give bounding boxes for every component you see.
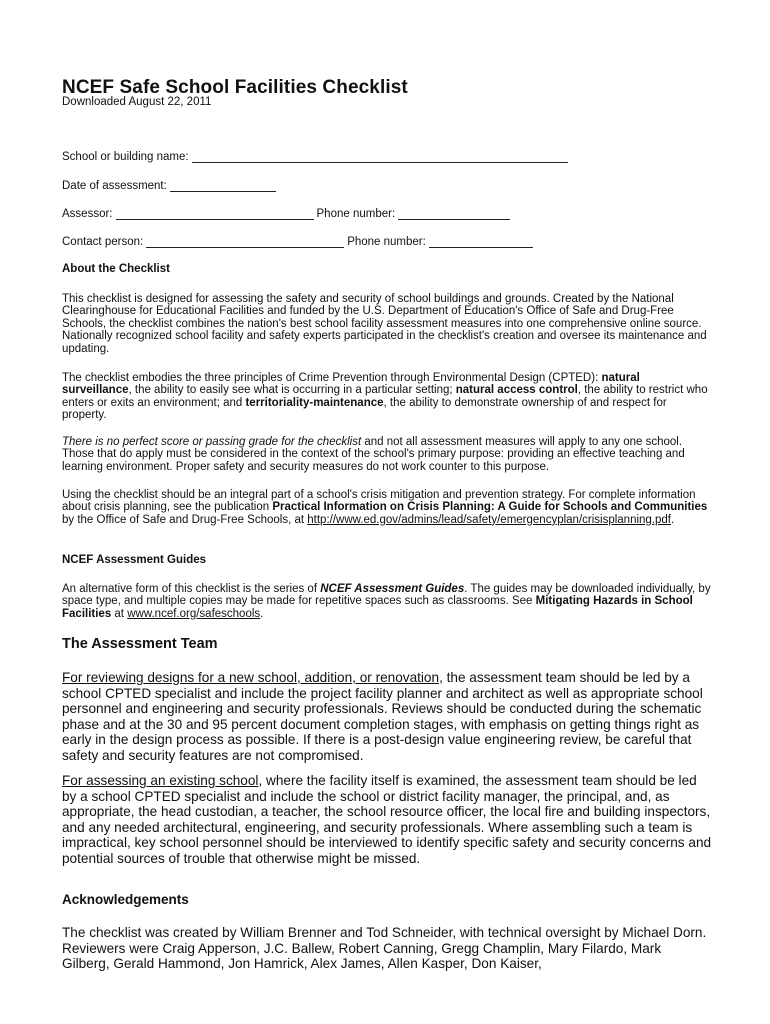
about-paragraph-2: The checklist embodies the three principles of Crime Prevention through Environmental Design (CPTED): natural surveillance, the ability to easily see what is occurring in a particular setting; natural access control, the ability to restrict who enters or exits an environment; and territoriality-maintenance, the ability to demonstrate ownership of and respect for property. <box>62 372 708 422</box>
contact-person-field <box>62 236 536 248</box>
about-paragraph-3: There is no perfect score or passing grade for the checklist and not all assessment measures will apply to any one school. Those that do apply must be considered in the context of the school's primary purpose: providing an effective teaching and learning environment. Proper safety and security measures do not work counter to this purpose. <box>62 436 685 473</box>
phone-line[interactable] <box>398 208 510 220</box>
team-heading: The Assessment Team <box>62 636 218 652</box>
assessor-label: Assessor: <box>62 208 113 220</box>
page-title: NCEF Safe School Facilities Checklist <box>62 77 408 98</box>
assessor-field <box>62 208 513 220</box>
guides-paragraph: An alternative form of this checklist is the series of NCEF Assessment Guides. The guides may be downloaded individually, by space type, and multiple copies may be made for repetitive spaces such as classrooms. See Mitigating Hazards in School Facilities at www.ncef.org/safeschools. <box>62 583 711 620</box>
contact-person-line[interactable] <box>146 236 344 248</box>
download-date: Downloaded August 22, 2011 <box>62 96 212 108</box>
about-paragraph-4: Using the checklist should be an integral part of a school's crisis mitigation and prevention strategy. For complete information about crisis planning, see the publication Practical Information on Crisis Planning: A Guide for Schools and Communities by the Office of Safe and Drug-Free Schools, at http://www.ed.gov/admins/lead/safety/emergencyplan/crisisplanning.pdf. <box>62 489 708 526</box>
about-heading: About the Checklist <box>62 263 170 275</box>
phone2-label: Phone number: <box>347 236 426 248</box>
assessment-date-label: Date of assessment: <box>62 180 167 192</box>
safeschools-link[interactable]: www.ncef.org/safeschools <box>127 607 261 620</box>
acknowledgements-heading: Acknowledgements <box>62 892 189 907</box>
assessor-line[interactable] <box>116 208 314 220</box>
crisis-planning-link[interactable]: http://www.ed.gov/admins/lead/safety/emergencyplan/crisisplanning.pdf <box>307 513 671 526</box>
phone-label: Phone number: <box>316 208 396 220</box>
school-name-line[interactable] <box>192 151 568 163</box>
assessment-date-line[interactable] <box>170 180 276 192</box>
phone2-line[interactable] <box>429 236 533 248</box>
school-name-field <box>62 151 571 163</box>
acknowledgements-paragraph: The checklist was created by William Brenner and Tod Schneider, with technical oversight by Michael Dorn. Reviewers were Craig Apperson, J.C. Ballew, Robert Canning, Gregg Champlin, Mary Filardo, Mark Gilberg, Gerald Hammond, Jon Hamrick, Alex James, Allen Kasper, Don Kaiser, <box>62 925 707 972</box>
team-paragraph-2: For assessing an existing school, where the facility itself is examined, the assessment team should be led by a school CPTED specialist and include the school or district facility manager, the principal, and, as appropriate, the head custodian, a teacher, the school resource officer, the local fire and building inspectors, and any needed architectural, engineering, and security professionals. Where assembling such a team is impractical, key school personnel should be interviewed to identify specific safety and security concerns and potential sources of trouble that otherwise might be missed. <box>62 773 712 866</box>
contact-person-label: Contact person: <box>62 236 144 248</box>
about-paragraph-1: This checklist is designed for assessing the safety and security of school buildings and grounds. Created by the National Clearinghouse for Educational Facilities and funded by the U.S. Department of Education's Office of Safe and Drug-Free Schools, the checklist combines the nation's best school facility assessment measures into one comprehensive online source. Nationally recognized school facility and safety experts participated in the checklist's creation and oversee its maintenance and updating. <box>62 293 707 355</box>
team-paragraph-1: For reviewing designs for a new school, addition, or renovation, the assessment team should be led by a school CPTED specialist and include the project facility planner and architect as well as appropriate school personnel and engineering and security professionals. Reviews should be conducted during the schematic phase and at the 30 and 95 percent document completion stages, with emphasis on getting things right as early in the design process as possible. If there is a post-design value engineering review, be careful that safety and security features are not compromised. <box>62 670 703 763</box>
school-name-label: School or building name: <box>62 151 189 163</box>
assessment-date-field <box>62 180 279 192</box>
guides-heading: NCEF Assessment Guides <box>62 554 207 566</box>
